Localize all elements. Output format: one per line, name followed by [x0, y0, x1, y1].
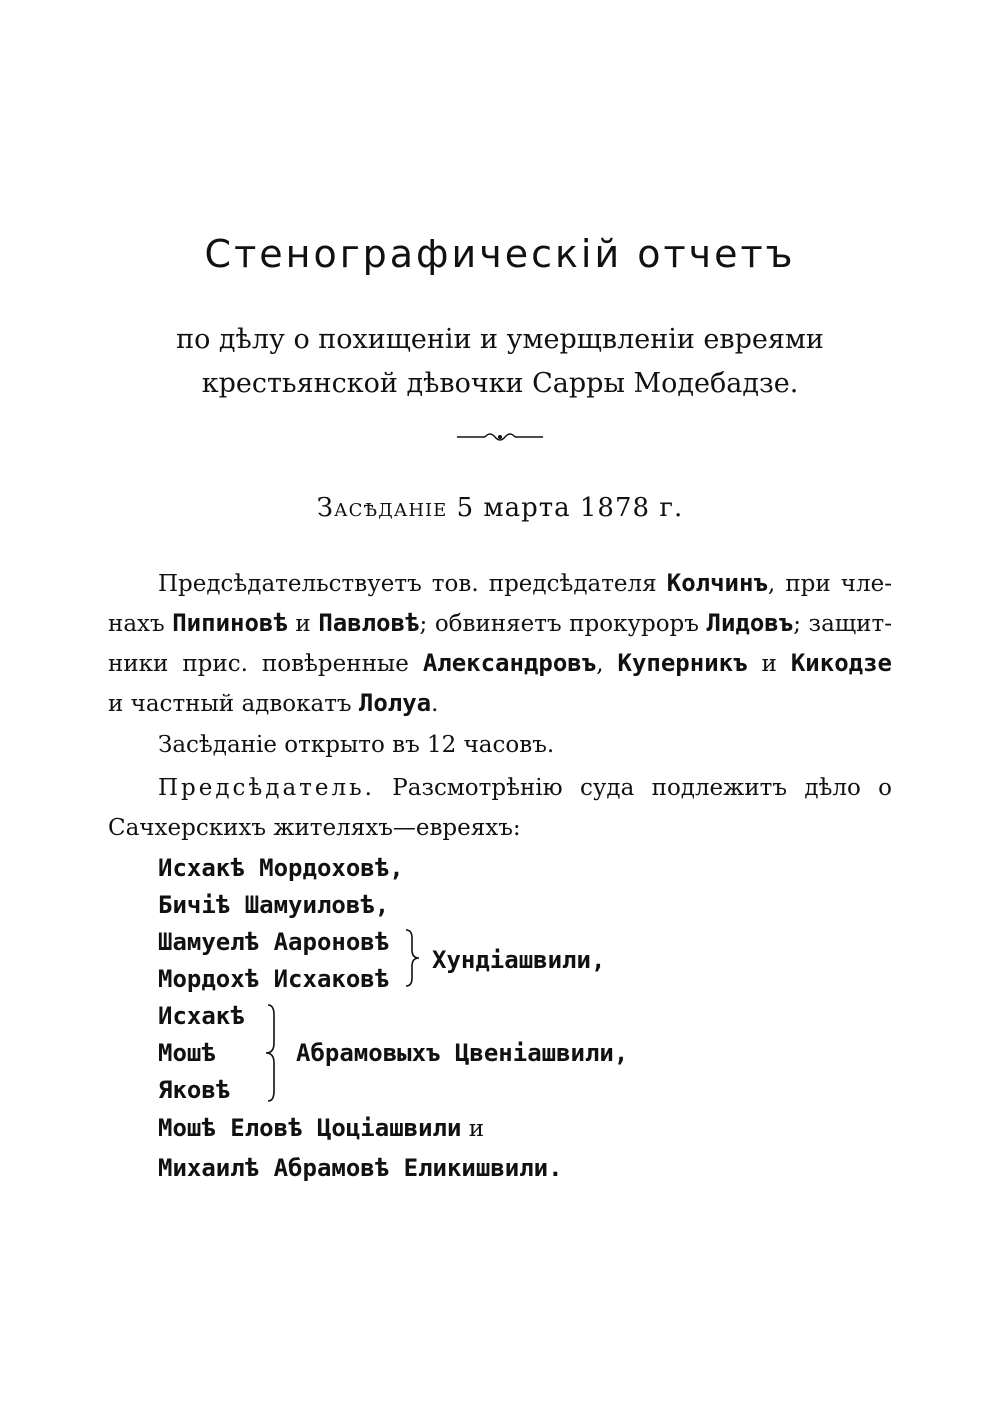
attorney-name-1: Александровъ — [422, 649, 597, 677]
family-name-2: Абрамовыхъ Цвеніашвили, — [296, 1039, 629, 1067]
chair-line-1: Предсѣдатель. Разсмотрѣнію суда подлежитъ дѣло о — [158, 775, 892, 801]
defendant-3: Шамуелѣ Аароновѣ — [158, 928, 390, 956]
session-label: Засѣданіе — [316, 493, 448, 523]
defendant-5: Исхакѣ — [158, 1002, 245, 1030]
chair-line-2: Сачхерскихъ жителяхъ—евреяхъ: — [108, 815, 521, 841]
brace-group-1 — [402, 928, 422, 988]
speaker-label: Предсѣдатель. — [158, 775, 375, 801]
member-name-1: Пипиновѣ — [172, 609, 288, 637]
defendant-1: Исхакѣ Мордоховѣ, — [158, 854, 404, 882]
session-heading — [0, 493, 1000, 523]
defendant-8-line — [158, 1108, 484, 1149]
brace-group-2 — [262, 1003, 284, 1103]
member-name-2: Павловѣ — [318, 609, 420, 637]
page-subtitle: по дѣлу о похищеніи и умерщвленіи евреями крестьянской дѣвочки Сарры Модебадзе. — [176, 324, 824, 399]
conjunction-and: и — [468, 1116, 485, 1142]
intro-line-3: ники прис. повѣренные Александровъ, Куперникъ и Кикодзе — [108, 649, 893, 677]
defendant-7: Яковѣ — [158, 1076, 231, 1104]
defendant-4: Мордохѣ Исхаковѣ — [158, 965, 390, 993]
intro-line-1: Предсѣдательствуетъ тов. предсѣдателя Колчинъ, при чле- — [158, 569, 893, 597]
session-opened-line: Засѣданіе открыто въ 12 часовъ. — [158, 732, 555, 758]
page-title: Стенографическій отчетъ — [204, 232, 796, 276]
session-date: 5 марта 1878 г. — [456, 493, 684, 523]
ornament-divider — [455, 428, 545, 444]
defendant-2: Бичіѣ Шамуиловѣ, — [158, 891, 390, 919]
attorney-name-3: Кикодзе — [790, 649, 893, 677]
intro-line-4: и частный адвокатъ Лолуа. — [108, 689, 439, 717]
advocate-name: Лолуа — [358, 689, 432, 717]
chairman-name: Колчинъ — [666, 569, 768, 597]
intro-line-2: нахъ Пипиновѣ и Павловѣ; обвиняетъ прокуроръ Лидовъ; защит- — [108, 609, 892, 637]
defendant-6: Мошѣ — [158, 1039, 216, 1067]
defendant-9: Михаилѣ Абрамовѣ Еликишвили. — [158, 1154, 563, 1182]
family-name-1: Хундіашвили, — [432, 946, 606, 974]
defendant-8: Мошѣ Еловѣ Цоціашвили — [158, 1114, 462, 1142]
attorney-name-2: Куперникъ — [617, 649, 748, 677]
prosecutor-name: Лидовъ — [706, 609, 794, 637]
